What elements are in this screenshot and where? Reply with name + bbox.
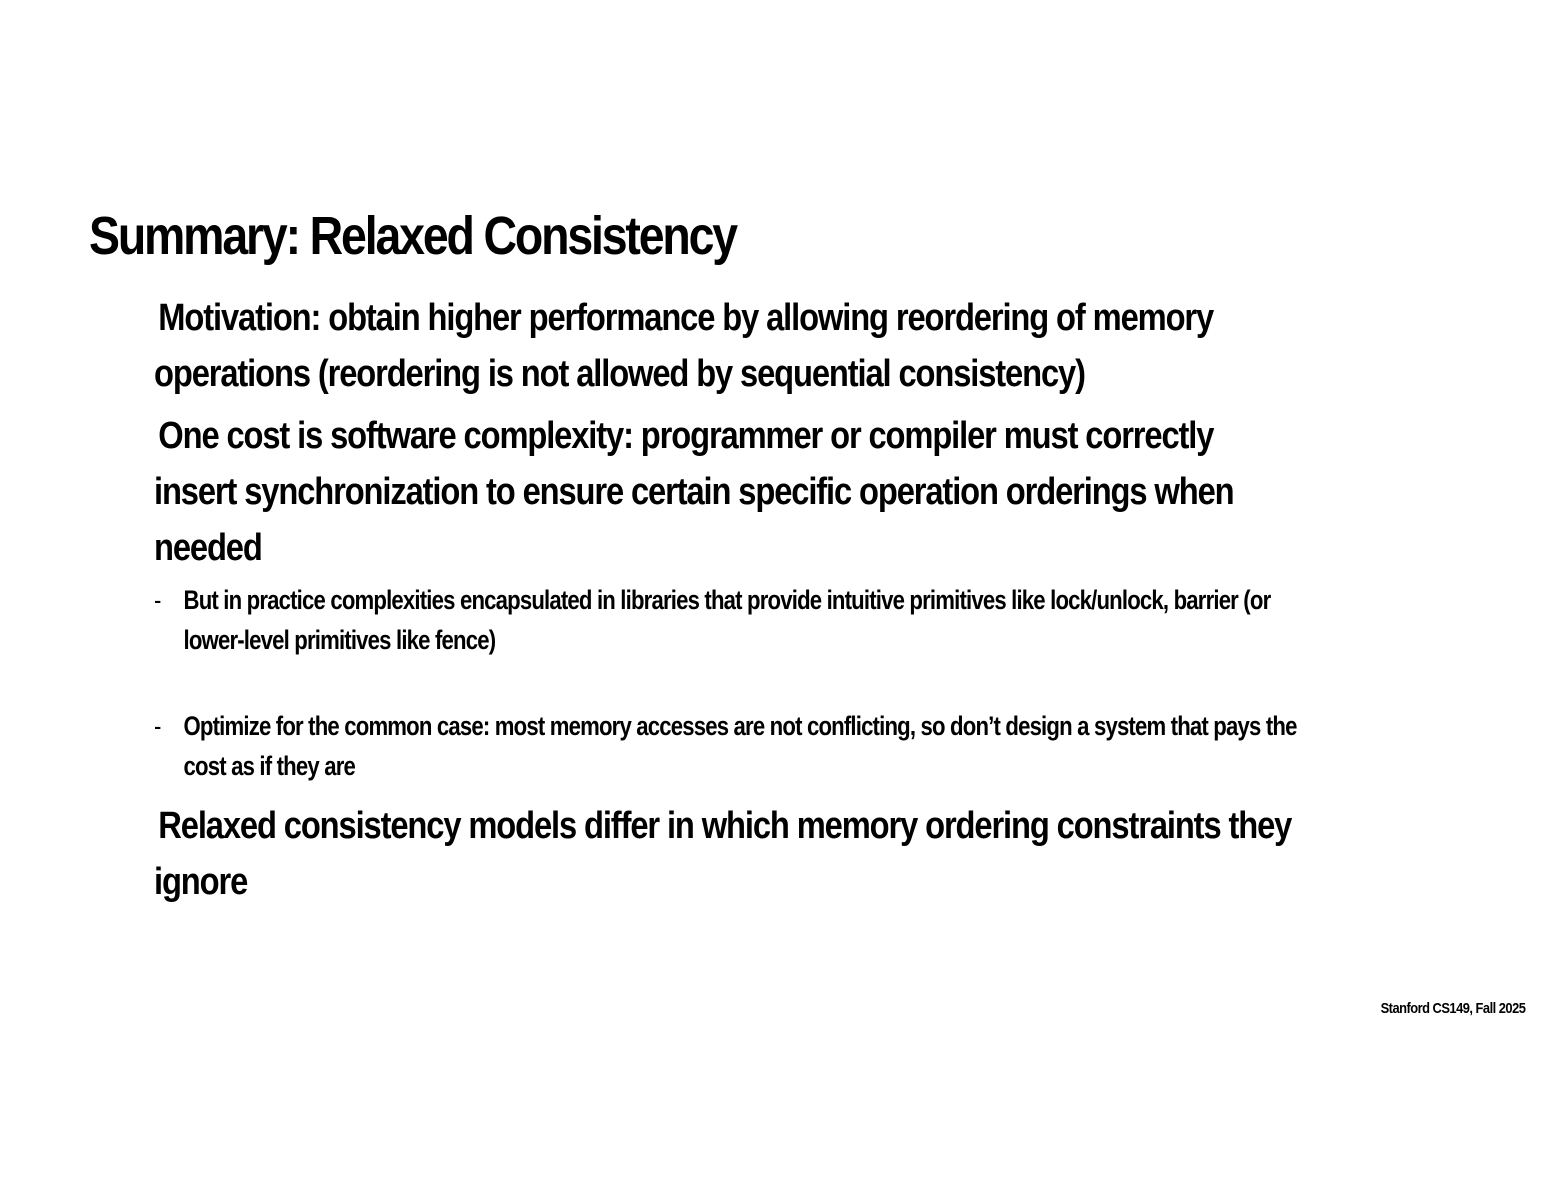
dash-marker: - <box>154 585 161 615</box>
dash-marker: - <box>154 711 161 741</box>
bullet-motivation <box>154 290 1298 402</box>
bullet-consistency-models <box>154 798 1298 910</box>
bullet-software-complexity <box>154 408 1298 576</box>
sub-bullet-common-case-text: Optimize for the common case: most memory accesses are not conflicting, so don’t design a system that pays the cost as if they are <box>183 711 1297 781</box>
bullet-motivation-text: Motivation: obtain higher performance by allowing reordering of memory operations (reordering is not allowed by sequential consistency) <box>154 297 1214 395</box>
sub-bullet-libraries-text: But in practice complexities encapsulated in libraries that provide intuitive primitives like lock/unlock, barrier (or lower-level primitives like fence) <box>183 585 1271 655</box>
bullet-consistency-models-text: Relaxed consistency models differ in which memory ordering constraints they ignore <box>154 805 1292 903</box>
slide-footer: Stanford CS149, Fall 2025 <box>1380 1000 1525 1017</box>
slide-title: Summary: Relaxed Consistency <box>89 206 737 266</box>
sub-bullet-common-case <box>154 706 1302 786</box>
sub-bullet-libraries <box>154 580 1302 660</box>
bullet-software-complexity-text: One cost is software complexity: programmer or compiler must correctly insert synchronization to ensure certain specific operation orderings when needed <box>154 415 1234 569</box>
